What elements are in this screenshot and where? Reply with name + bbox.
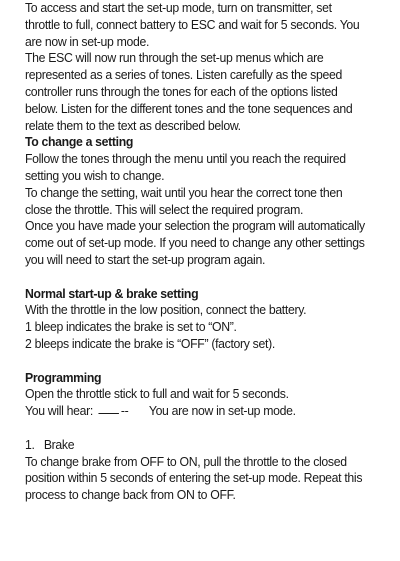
change-setting-paragraph-1: Follow the tones through the menu until you reach the required setting you wish to change.: [25, 151, 349, 183]
manual-page: [25, 0, 369, 504]
programming-hear-row: [25, 403, 369, 420]
section-spacer: [25, 420, 369, 437]
normal-startup-line-2: 1 bleep indicates the brake is set to “ON”.: [25, 319, 237, 335]
heading-change-setting: To change a setting: [25, 134, 134, 150]
hear-result: You are now in set-up mode.: [148, 403, 296, 419]
section-spacer: [25, 269, 369, 286]
brake-item-heading: 1. Brake: [25, 436, 75, 452]
change-setting-paragraph-2: To change the setting, wait until you hear the correct tone then close the throttle. This will select the required program.: [25, 184, 346, 217]
heading-programming: Programming: [25, 369, 102, 385]
heading-normal-startup: Normal start-up & brake setting: [25, 285, 199, 301]
intro-paragraph-setup: To access and start the set-up mode, turn on transmitter, set throttle to full, connect battery to ESC and wait for 5 seconds. You are now in set-up mode.: [25, 0, 363, 49]
change-setting-paragraph-3: Once you have made your selection the program will automatically come out of set-up mode. If you need to change any other settings you will need to start the set-up program again.: [25, 218, 368, 267]
hear-spacer: [128, 403, 148, 420]
programming-line-1: Open the throttle stick to full and wait for 5 seconds.: [25, 386, 289, 402]
normal-startup-line-1: With the throttle in the low position, connect the battery.: [25, 302, 307, 318]
hear-label: You will hear:: [25, 403, 93, 419]
normal-startup-line-3: 2 bleeps indicate the brake is “OFF” (factory set).: [25, 335, 275, 351]
section-spacer: [25, 353, 369, 370]
short-tones-mark: --: [120, 403, 129, 419]
long-tone-mark: [99, 403, 119, 414]
intro-paragraph-tones: The ESC will now run through the set-up menus which are represented as a series of tones. Listen carefully as the speed controller runs through the tones for each of the options listed below. Listen for the different tones and the tone sequences and relate them to the text as described below.: [25, 50, 356, 133]
brake-item-text: To change brake from OFF to ON, pull the throttle to the closed position within 5 seconds of entering the set-up mode. Repeat this process to change back from ON to OFF.: [25, 453, 366, 503]
